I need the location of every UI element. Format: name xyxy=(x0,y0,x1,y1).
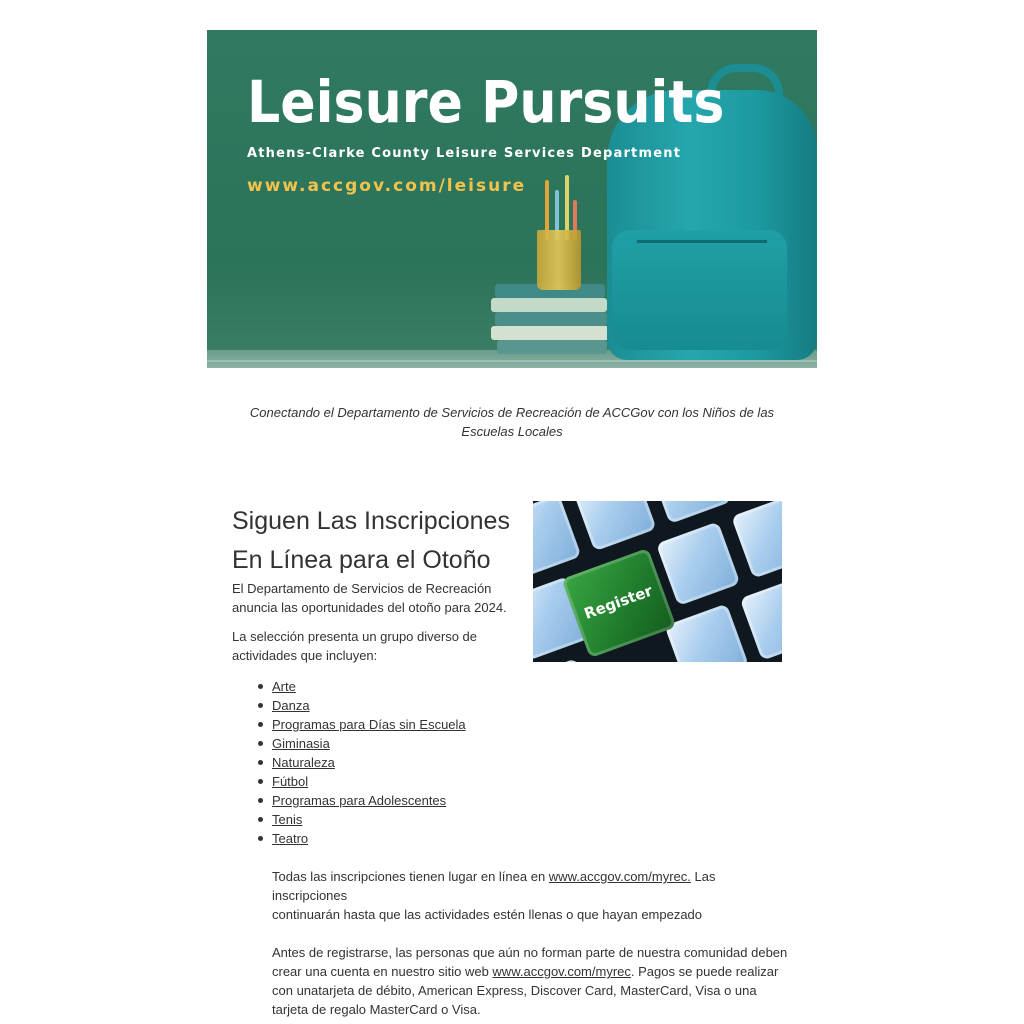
registration-info xyxy=(272,867,792,924)
banner-image xyxy=(207,30,817,368)
book xyxy=(491,298,607,312)
myrec-account-link[interactable]: www.accgov.com/myrec xyxy=(492,964,631,979)
activity-link-arte[interactable]: Arte xyxy=(272,679,296,694)
list-item xyxy=(272,829,466,848)
keyboard-key xyxy=(664,603,749,662)
activity-link-giminasia[interactable]: Giminasia xyxy=(272,736,330,751)
activities-list xyxy=(272,677,466,848)
list-item xyxy=(272,772,466,791)
intro-paragraph: El Departamento de Servicios de Recreación anuncia las oportunidades del otoño para 2024. xyxy=(232,581,507,615)
ledge-line xyxy=(207,360,817,362)
register-keyboard-image xyxy=(533,501,782,662)
registration-text: Las inscripciones xyxy=(272,869,716,903)
account-info xyxy=(272,943,792,1019)
backpack-pocket xyxy=(612,230,787,350)
keyboard-key xyxy=(533,501,582,579)
list-item xyxy=(272,715,466,734)
keyboard-key xyxy=(572,501,657,551)
banner-title: Leisure Pursuits xyxy=(247,68,725,136)
banner-url: www.accgov.com/leisure xyxy=(247,176,527,196)
registration-text: continuarán hasta que las actividades estén llenas o que hayan empezado xyxy=(272,907,703,922)
list-item xyxy=(272,791,466,810)
section-heading xyxy=(232,502,532,580)
list-item xyxy=(272,734,466,753)
activity-link-adolescentes[interactable]: Programas para Adolescentes xyxy=(272,793,447,808)
banner-department: Athens-Clarke County Leisure Services Department xyxy=(247,146,682,161)
myrec-link[interactable]: www.accgov.com/myrec. xyxy=(548,869,691,884)
keyboard-key xyxy=(533,658,599,662)
list-item xyxy=(272,696,466,715)
keyboard-key xyxy=(740,576,782,661)
banner-caption: Conectando el Departamento de Servicios de Recreación de ACCGov con los Niños de las Escuelas Locales xyxy=(249,405,775,439)
heading-line-2: En Línea para el Otoño xyxy=(232,546,491,574)
book xyxy=(497,340,607,354)
selection-paragraph: La selección presenta un grupo diverso de actividades que incluyen: xyxy=(232,629,477,663)
book xyxy=(491,326,609,340)
list-item xyxy=(272,677,466,696)
activity-link-teatro[interactable]: Teatro xyxy=(272,831,309,846)
book xyxy=(495,312,607,326)
activity-link-tenis[interactable]: Tenis xyxy=(272,812,303,827)
heading-line-1: Siguen Las Inscripciones xyxy=(232,507,510,535)
activity-link-danza[interactable]: Danza xyxy=(272,698,310,713)
keyboard-key xyxy=(731,501,782,579)
list-item xyxy=(272,810,466,829)
keyboard-key xyxy=(656,521,741,606)
list-item xyxy=(272,753,466,772)
account-text: . Pagos se puede realizar con unatarjeta de débito, American Express, Discover Card, MasterCard, Visa o una tarjeta de regalo MasterCard o Visa. xyxy=(272,964,779,1017)
pencil-cup xyxy=(537,230,581,290)
activity-link-dias-sin-escuela[interactable]: Programas para Días sin Escuela xyxy=(272,717,466,732)
backpack-zipper xyxy=(637,240,767,243)
register-key-label: Register xyxy=(581,581,655,623)
registration-text: Todas las inscripciones tienen lugar en línea en xyxy=(272,869,549,884)
activity-link-futbol[interactable]: Fútbol xyxy=(272,774,309,789)
keyboard-key xyxy=(647,501,732,524)
activity-link-naturaleza[interactable]: Naturaleza xyxy=(272,755,335,770)
account-text: Antes de registrarse, las personas que aún no forman parte de nuestra comunidad deben crear una cuenta en nuestro sitio web xyxy=(272,945,788,979)
